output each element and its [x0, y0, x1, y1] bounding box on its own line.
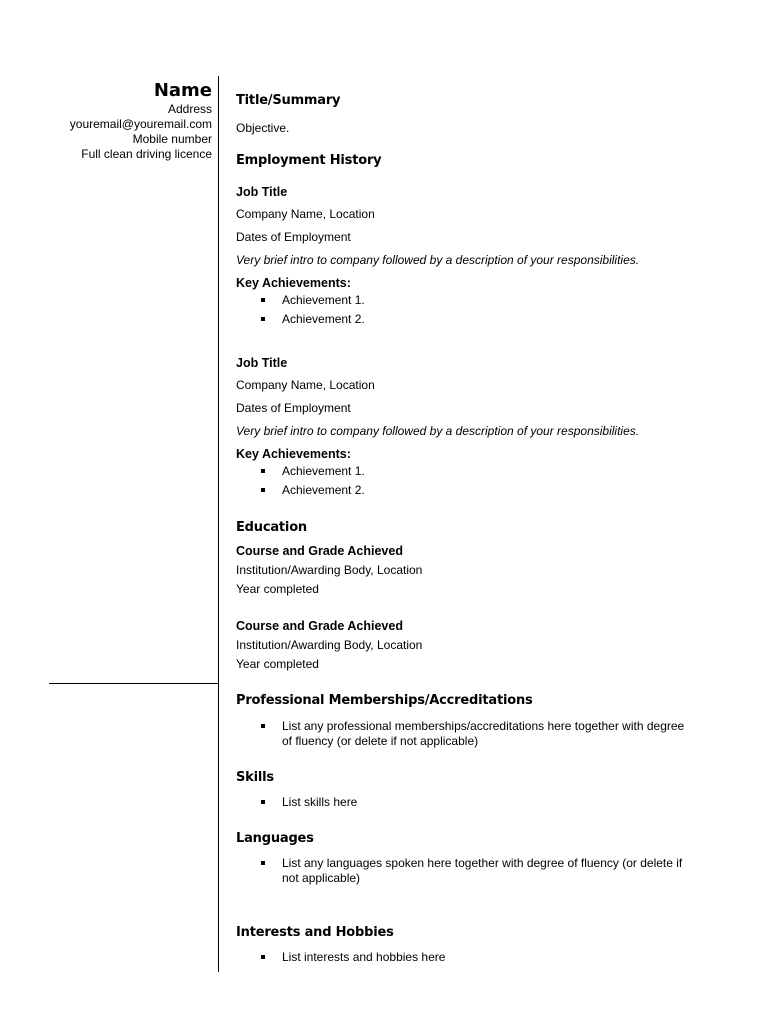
- languages-heading: Languages: [236, 831, 314, 846]
- job-company: Company Name, Location: [236, 378, 375, 392]
- list-item: Achievement 2.: [236, 483, 706, 498]
- memberships-heading: Professional Memberships/Accreditations: [236, 693, 533, 708]
- skills-heading: Skills: [236, 770, 274, 785]
- year-completed: Year completed: [236, 582, 319, 596]
- resume-content: [236, 92, 706, 965]
- bullet-icon: [261, 488, 265, 492]
- bullet-icon: [261, 724, 265, 728]
- interests-heading: Interests and Hobbies: [236, 925, 394, 940]
- job-intro: Very brief intro to company followed by a description of your responsibilities.: [236, 253, 640, 267]
- list-item: List any professional memberships/accreditations here together with degree of fluency (or delete if not applicable): [236, 719, 706, 749]
- course-title: Course and Grade Achieved: [236, 619, 403, 633]
- job-title: Job Title: [236, 185, 288, 199]
- summary-heading: Title/Summary: [236, 93, 341, 108]
- list-item: Achievement 2.: [236, 312, 706, 327]
- contact-name: Name: [153, 80, 212, 101]
- memberships-list: [236, 719, 706, 749]
- bullet-icon: [261, 469, 265, 473]
- contact-licence: Full clean driving licence: [81, 147, 212, 161]
- contact-address: Address: [167, 102, 212, 116]
- skills-list: [236, 795, 706, 810]
- job-company: Company Name, Location: [236, 207, 375, 221]
- job-title: Job Title: [236, 356, 288, 370]
- list-item: List interests and hobbies here: [236, 950, 706, 965]
- education-entry: [236, 618, 706, 672]
- job-dates: Dates of Employment: [236, 230, 351, 244]
- list-item: Achievement 1.: [236, 293, 706, 308]
- bullet-icon: [261, 861, 265, 865]
- bullet-icon: [261, 955, 265, 959]
- list-item: Achievement 1.: [236, 464, 706, 479]
- vertical-divider: [218, 76, 219, 972]
- contact-email: youremail@youremail.com: [69, 117, 212, 131]
- institution: Institution/Awarding Body, Location: [236, 638, 423, 652]
- bullet-icon: [261, 298, 265, 302]
- bullet-icon: [261, 800, 265, 804]
- job-entry: [236, 355, 706, 498]
- languages-list: [236, 856, 706, 886]
- year-completed: Year completed: [236, 657, 319, 671]
- bullet-icon: [261, 317, 265, 321]
- horizontal-divider: [49, 683, 218, 684]
- education-entry: [236, 543, 706, 597]
- achievements-label: Key Achievements:: [236, 276, 351, 290]
- education-heading: Education: [236, 520, 307, 535]
- list-item: List skills here: [236, 795, 706, 810]
- contact-block: [12, 80, 212, 162]
- achievements-list: [236, 293, 706, 327]
- contact-mobile: Mobile number: [132, 132, 212, 146]
- interests-list: [236, 950, 706, 965]
- achievements-label: Key Achievements:: [236, 447, 351, 461]
- achievements-list: [236, 464, 706, 498]
- course-title: Course and Grade Achieved: [236, 544, 403, 558]
- job-intro: Very brief intro to company followed by a description of your responsibilities.: [236, 424, 640, 438]
- objective-text: Objective.: [236, 121, 290, 135]
- institution: Institution/Awarding Body, Location: [236, 563, 423, 577]
- job-entry: [236, 184, 706, 327]
- employment-heading: Employment History: [236, 153, 382, 168]
- list-item: List any languages spoken here together with degree of fluency (or delete if not applicable): [236, 856, 706, 886]
- job-dates: Dates of Employment: [236, 401, 351, 415]
